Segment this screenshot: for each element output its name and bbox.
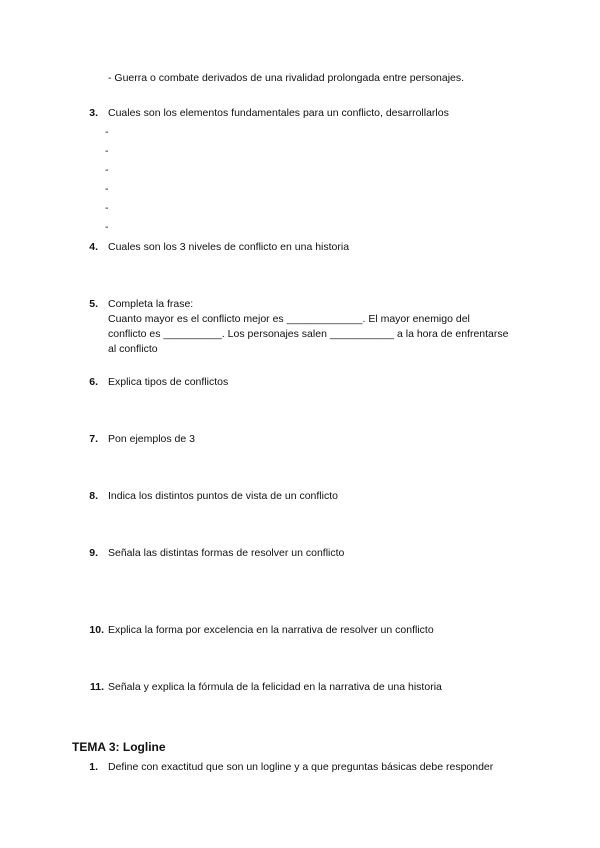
question-11-text: Señala y explica la fórmula de la felicidad en la narrativa de una historia [108, 681, 442, 693]
answer-dash: - [105, 221, 109, 233]
question-4-number: 4. [89, 241, 98, 253]
question-9-number: 9. [89, 547, 98, 559]
question-6-number: 6. [89, 376, 98, 388]
question-5-line: Cuanto mayor es el conflicto mejor es _____________. El mayor enemigo del [108, 313, 470, 325]
answer-dash: - [105, 126, 109, 138]
answer-dash: - [105, 202, 109, 214]
question-3-text: Cuales son los elementos fundamentales para un conflicto, desarrollarlos [108, 107, 449, 119]
intro-line: - Guerra o combate derivados de una rivalidad prolongada entre personajes. [108, 72, 465, 84]
answer-dash: - [105, 164, 109, 176]
question-10-text: Explica la forma por excelencia en la narrativa de resolver un conflicto [108, 624, 434, 636]
question-6-text: Explica tipos de conflictos [108, 376, 229, 388]
question-5-line: al conflicto [108, 343, 158, 355]
question-5-number: 5. [89, 298, 98, 310]
section-question-1-number: 1. [89, 761, 98, 773]
question-9-text: Señala las distintas formas de resolver un conflicto [108, 547, 345, 559]
section-heading: TEMA 3: Logline [72, 740, 166, 754]
answer-dash: - [105, 145, 109, 157]
question-7-number: 7. [89, 433, 98, 445]
answer-dash: - [105, 183, 109, 195]
question-8-text: Indica los distintos puntos de vista de un conflicto [108, 490, 338, 502]
question-11-number: 11. [89, 681, 104, 693]
question-5-line: conflicto es __________. Los personajes salen ___________ a la hora de enfrentarse [108, 328, 509, 340]
question-5-text: Completa la frase: [108, 298, 194, 310]
question-8-number: 8. [89, 490, 98, 502]
question-10-number: 10. [89, 624, 104, 636]
section-question-1-text: Define con exactitud que son un logline y a que preguntas básicas debe responder [108, 761, 494, 773]
question-3-number: 3. [89, 107, 98, 119]
question-4-text: Cuales son los 3 niveles de conflicto en una historia [108, 241, 350, 253]
question-7-text: Pon ejemplos de 3 [108, 433, 195, 445]
